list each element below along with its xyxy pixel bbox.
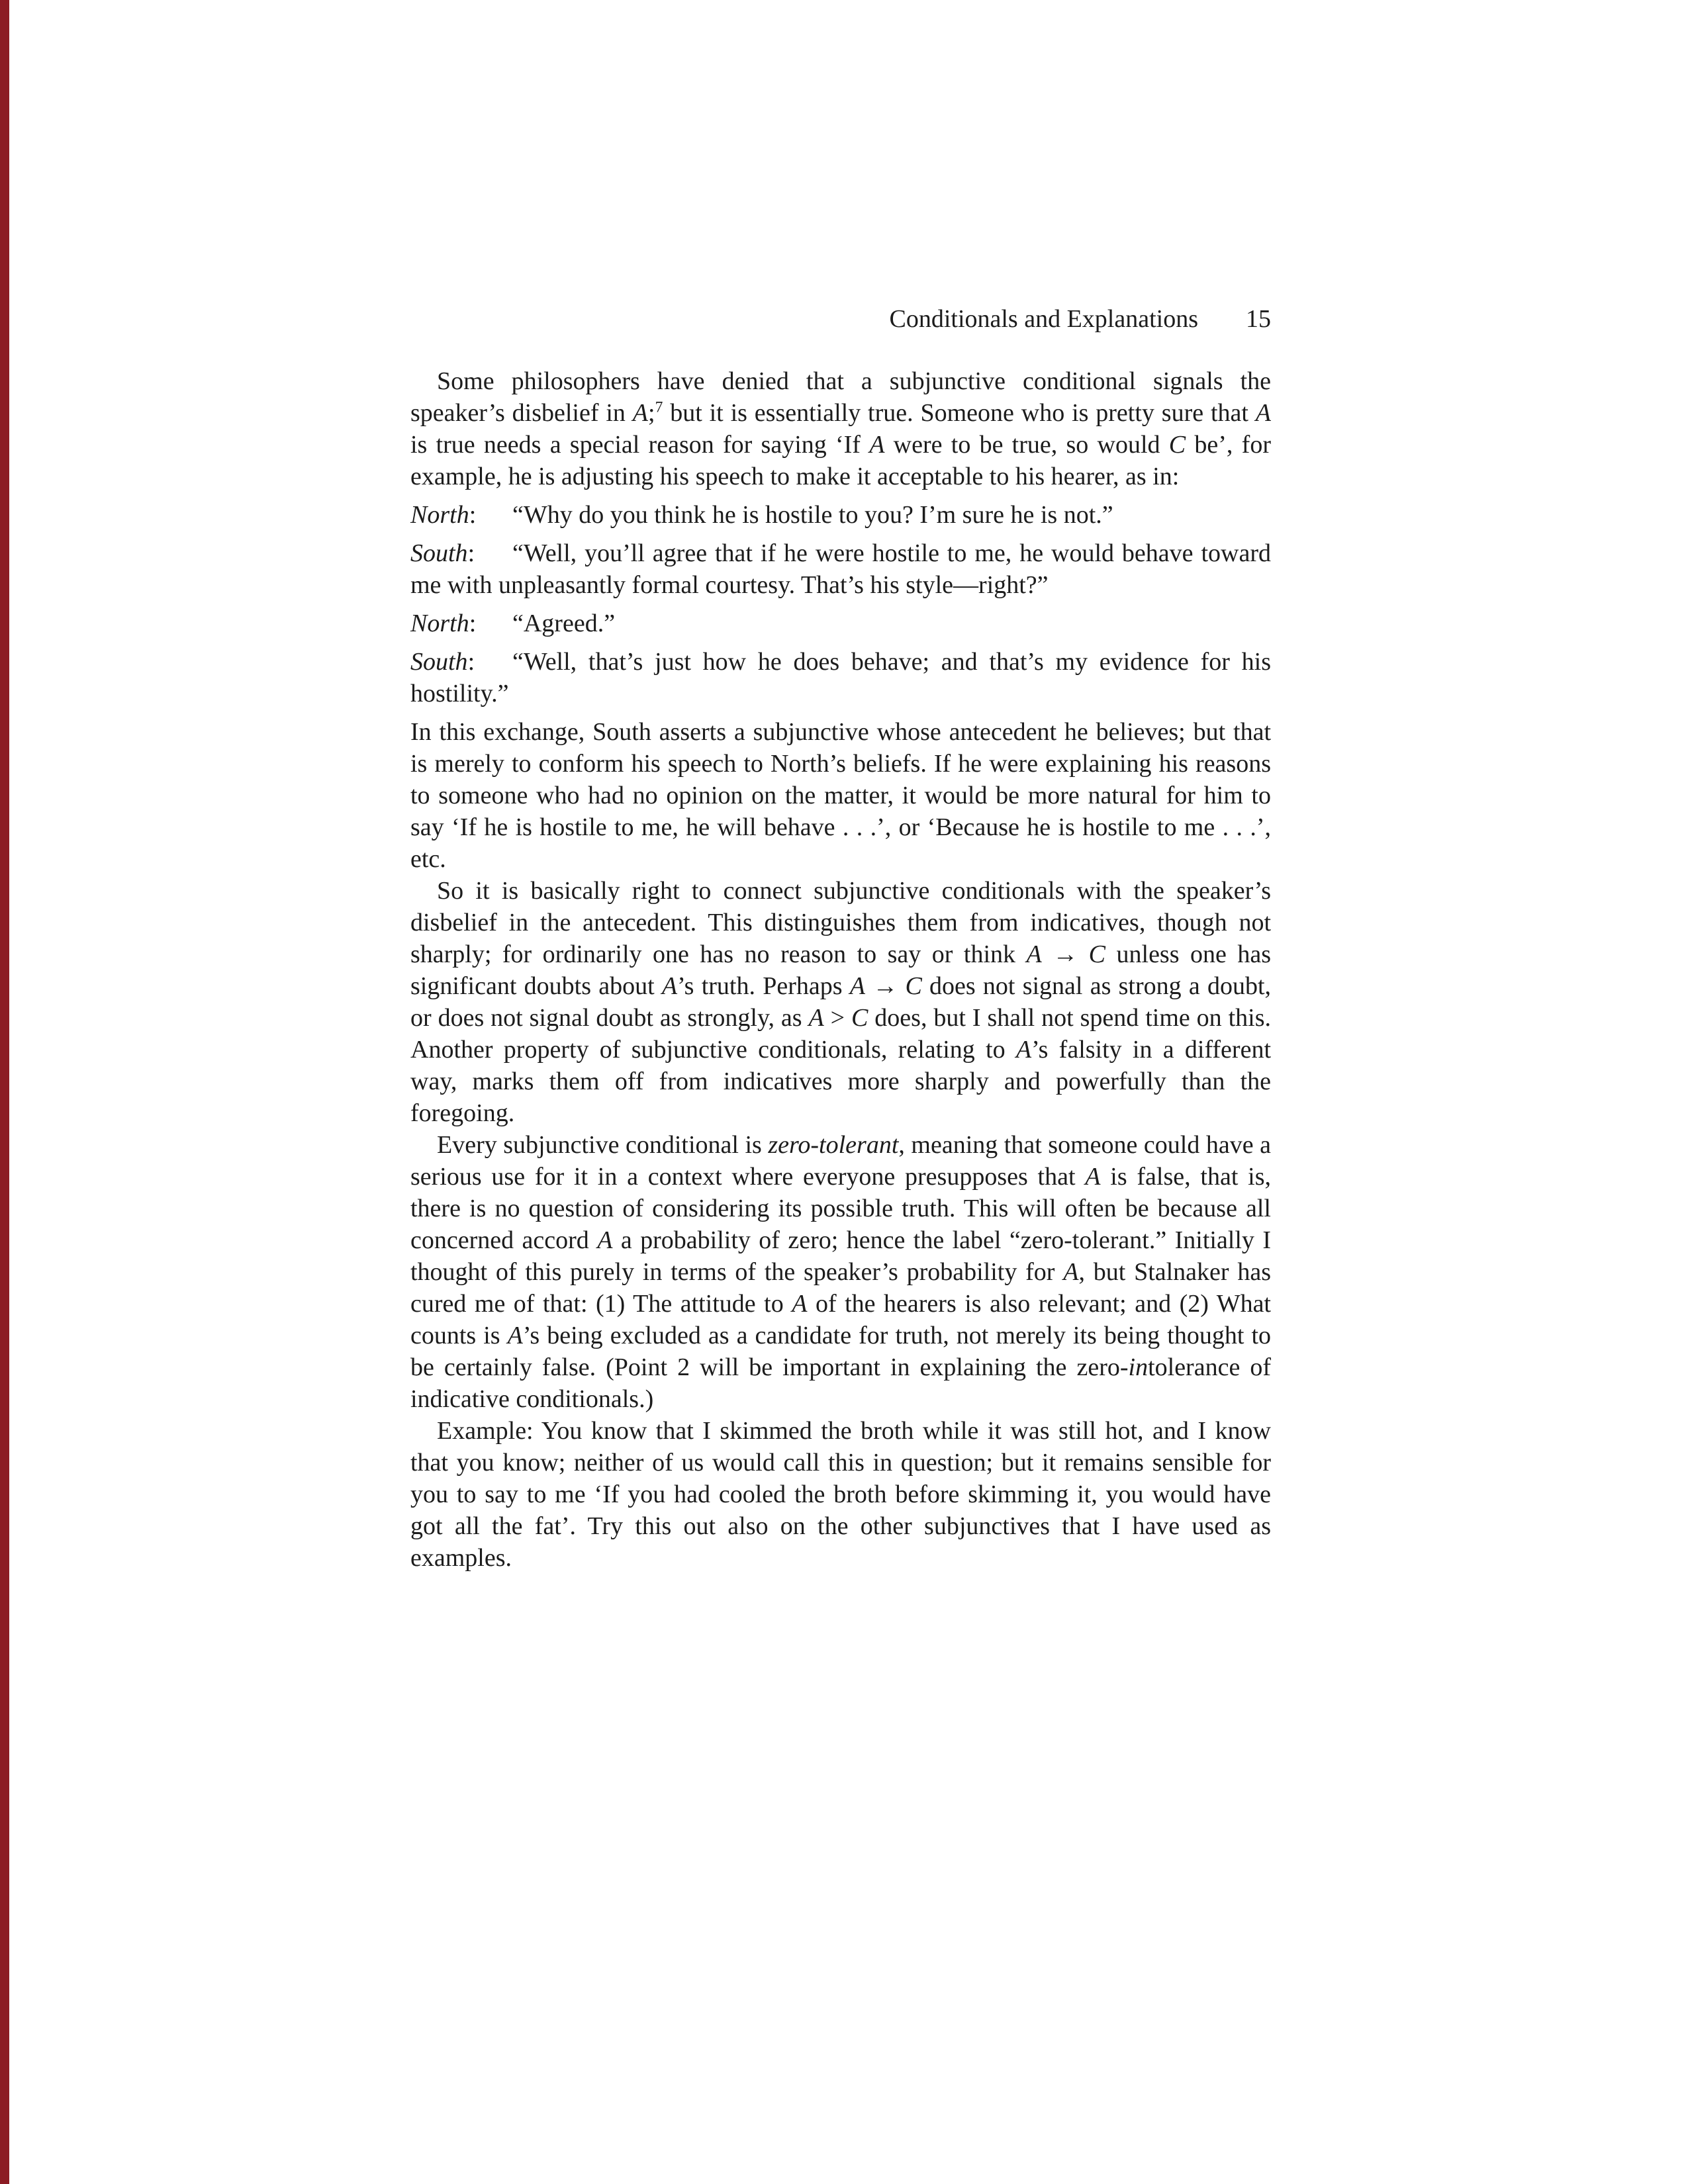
page-number: 15	[1246, 305, 1271, 333]
body-paragraph: Every subjunctive conditional is zero-tolerant, meaning that someone could have a serious use for it in a context where everyone presupposes that A is false, that is, there is no question of considering its possible truth. This will often be because all concerned accord A a probability of zero; hence the label “zero-tolerant.” Initially I thought of this purely in terms of the speaker’s probability for A, but Stalnaker has cured me of that: (1) The attitude to A of the hearers is also relevant; and (2) What counts is A’s being excluded as a candidate for truth, not merely its being thought to be certainly false. (Point 2 will be important in explaining the zero-intolerance of indicative conditionals.)	[410, 1131, 1272, 1413]
dialogue-paragraph: North: “Why do you think he is hostile to you? I’m sure he is not.”	[410, 499, 1271, 531]
running-head	[410, 303, 1271, 335]
text-column	[410, 365, 1271, 1574]
speaker-label: South:	[410, 539, 475, 567]
body-paragraph: Some philosophers have denied that a subjunctive conditional signals the speaker’s disbelief in A;$^7$ but it is essentially true. Someone who is pretty sure that A is true needs a special reason for saying ‘If A were to be true, so would C be’, for example, he is adjusting his speech to make it acceptable to his hearer, as in:	[410, 367, 1272, 490]
running-title: Conditionals and Explanations	[889, 305, 1198, 333]
dialogue-paragraph: South: “Well, that’s just how he does behave; and that’s my evidence for his hostility.”	[410, 646, 1271, 709]
body-paragraph: In this exchange, South asserts a subjunctive whose antecedent he believes; but that is merely to conform his speech to North’s beliefs. If he were explaining his reasons to someone who had no opinion on the matter, it would be more natural for him to say ‘If he is hostile to me, he will behave . . .’, or ‘Because he is hostile to me . . .’, etc.	[410, 718, 1271, 873]
body-paragraph: So it is basically right to connect subjunctive conditionals with the speaker’s disbelief in the antecedent. This distinguishes them from indicatives, though not sharply; for ordinarily one has no reason to say or think A → C unless one has significant doubts about A’s truth. Perhaps A → C does not signal as strong a doubt, or does not signal doubt as strongly, as A > C does, but I shall not spend time on this. Another property of subjunctive conditionals, relating to A’s falsity in a different way, marks them off from indicatives more sharply and powerfully than the foregoing.	[410, 877, 1272, 1127]
speaker-label: North:	[410, 610, 477, 637]
body-paragraph: Example: You know that I skimmed the broth while it was still hot, and I know that you know; neither of us would call this in question; but it remains sensible for you to say to me ‘If you had cooled the broth before skimming it, you would have got all the fat’. Try this out also on the other subjunctives that I have used as examples.	[410, 1417, 1271, 1572]
dialogue-paragraph: North: “Agreed.”	[410, 608, 1271, 639]
scan-edge-strip	[0, 0, 9, 2184]
speaker-label: South:	[410, 648, 475, 676]
dialogue-paragraph: South: “Well, you’ll agree that if he were hostile to me, he would behave toward me with unpleasantly formal courtesy. That’s his style—right?”	[410, 537, 1271, 601]
speaker-label: North:	[410, 501, 477, 529]
